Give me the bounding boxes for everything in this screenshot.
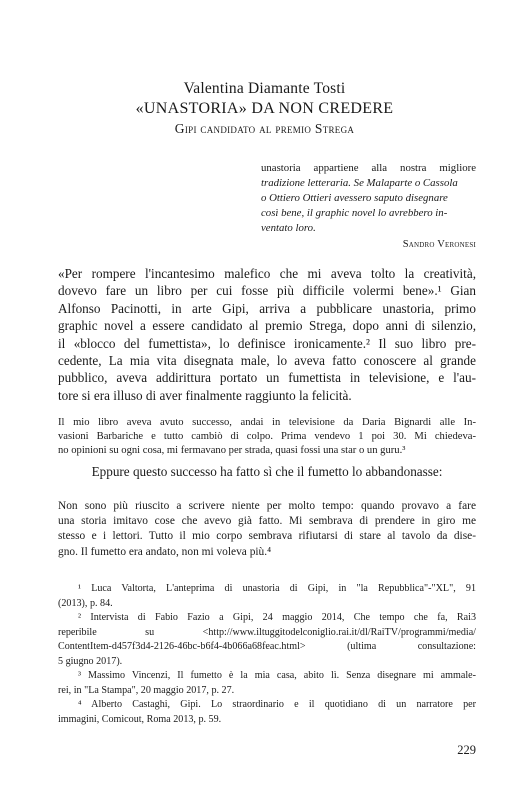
paragraph-line: «Per rompere l'incantesimo malefico che mi aveva tolto la creatività,: [58, 266, 476, 281]
page-number: 229: [457, 743, 476, 757]
paragraph-line: il «blocco del fumettista», lo definisce ironicamente.² Il suo libro pre-: [58, 335, 476, 351]
article-author: Valentina Diamante Tosti: [183, 80, 346, 97]
paragraph-line: tore si era illuso di aver finalmente raggiunto la felicità.: [58, 387, 352, 403]
paragraph-line: graphic novel a essere candidato al premio Strega, dopo anni di silenzio,: [58, 318, 476, 334]
epigraph-line: unastoria appartiene alla nostra migliore: [261, 162, 476, 174]
footnote-line: ³ Massimo Vincenzi, Il fumetto è la mia casa, abito lì. Senza disegnare mi ammale-: [78, 670, 476, 681]
footnote-line: ⁴ Alberto Castaghi, Gipi. Lo straordinario e il quotidiano di un narratore per: [78, 699, 476, 710]
epigraph-line: così bene, il graphic novel lo avrebbero in-: [261, 207, 448, 220]
quote-line: vasioni Barbariche e tutto cambiò di colpo. Prima vendevo 1 poi 30. Mi chiedeva-: [58, 431, 476, 443]
quote-line: stesso e i lettori. Tutto il mio corpo sembrava rifiutarsi di stare al tavolo da dise-: [58, 530, 476, 543]
epigraph-line: tradizione letteraria. Se Malaparte o Cassola: [261, 177, 458, 190]
footnote-line: ¹ Luca Valtorta, L'anteprima di unastoria di Gipi, in "la Repubblica"-"XL", 91: [78, 583, 476, 594]
quote-line: no opinioni su ogni cosa, mi fermavano per strada, quasi fossi una star o un guru.³: [58, 445, 406, 457]
quote-line: gno. Il fumetto era andato, non mi voleva più.⁴: [58, 545, 272, 558]
footnote-line: 5 giugno 2017).: [58, 655, 123, 667]
block-quote: [58, 499, 476, 560]
footnote-line: (2013), p. 84.: [58, 597, 113, 609]
quote-line: Non sono più riuscito a scrivere niente per molto tempo: quando provavo a fare: [58, 500, 476, 512]
epigraph-source: Sandro Veronesi: [402, 239, 476, 250]
article-title: «UNASTORIA» DA NON CREDERE: [135, 100, 394, 117]
quote-line: una storia imitavo cose che avevo già fatto. Mi sembrava di prendere in giro me: [58, 515, 476, 528]
footnote-line: reperibile su <http://www.iltuggitodelconiglio.rai.it/dl/RaiTV/programmi/media/: [58, 626, 476, 638]
paragraph-line: dovevo fare un libro per cui fosse più difficile volermi bene».¹ Gian: [58, 283, 476, 299]
article-subtitle: Gipi candidato al premio Strega: [174, 121, 355, 136]
paragraph-line: pubblico, aveva addirittura portato un fumettista in televisione, e l'au-: [58, 370, 476, 386]
epigraph-line: ventato loro.: [261, 222, 316, 235]
quote-line: Il mio libro aveva avuto successo, andai in televisione da Daria Bignardi alle In-: [58, 417, 476, 428]
paragraph-line: Alfonso Pacinotti, in arte Gipi, arriva a pubblicare unastoria, primo: [58, 300, 476, 316]
epigraph-line: o Ottiero Ottieri avessero saputo disegnare: [261, 192, 448, 205]
footnote-line: immagini, Comicout, Roma 2013, p. 59.: [58, 713, 222, 725]
footnote-line: ² Intervista di Fabio Fazio a Gipi, 24 maggio 2014, Che tempo che fa, Rai3: [78, 612, 476, 623]
transition-line: Eppure questo successo ha fatto sì che il fumetto lo abbandonasse:: [91, 464, 443, 479]
epigraph: [261, 161, 476, 236]
main-paragraph: [58, 265, 476, 404]
footnote-line: ContentItem-d457f3d4-2126-46bc-b6f4-4b066a68feac.html> (ultima consultazione:: [58, 641, 476, 652]
footnotes: [58, 582, 476, 727]
block-quote: [58, 416, 476, 459]
paragraph-line: cedente, La mia vita disegnata male, lo aveva fatto conoscere al grande: [58, 353, 476, 369]
footnote-line: rei, in "La Stampa", 20 maggio 2017, p. 27.: [58, 684, 235, 696]
